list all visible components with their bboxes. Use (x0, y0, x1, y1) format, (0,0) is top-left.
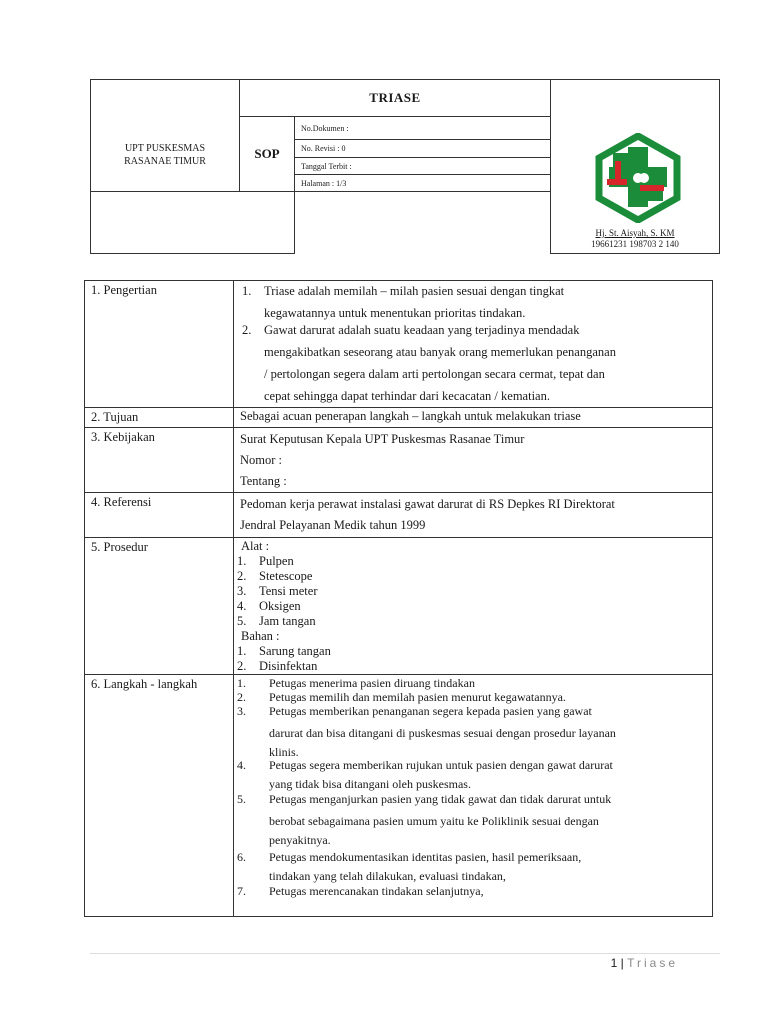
kebijakan-content (234, 428, 713, 493)
referensi-content (234, 493, 713, 538)
referensi-line1: Pedoman kerja perawat instalasi gawat darurat di RS Depkes RI Direktorat (240, 497, 615, 511)
langkah-step-2: Petugas memilih dan memilah pasien menurut kegawatannya. (269, 690, 566, 704)
langkah-content: 1. Petugas menerima pasien diruang tindakan 2. Petugas memilih dan memilah pasien menurut kegawatannya. 3. Petugas memberikan penanganan segera kepada pasien yang gawat darurat dan bisa ditangani di puskesmas sesuai dengan prosedur layanan klinis. 4. Petugas segera memberikan rujukan untuk pasien dengan gawat darurat yang tidak bisa ditangani oleh puskesmas. 5. Petugas menganjurkan pasien yang tidak gawat dan tidak darurat untuk berobat sebagaimana pasien umum yaitu ke Poliklinik sesuai dengan penyakitnya. 6. Petugas mendokumentasikan identitas pasien, hasil pemeriksaan, tindakan yang telah dilakukan, evaluasi tindakan, 7. Petugas merencanakan tindakan selanjutnya, (234, 675, 713, 917)
meta-no-dokumen: No.Dokumen : (295, 117, 551, 140)
pengertian-item-1-line2: kegawatannya untuk menentukan prioritas tindakan. (264, 306, 526, 320)
alat-heading: Alat : (241, 539, 270, 553)
meta-no-revisi: No. Revisi : 0 (295, 140, 551, 158)
table-row (85, 408, 713, 428)
sop-label: SOP (240, 117, 295, 192)
table-row (85, 538, 713, 675)
page-number: 1 | (610, 956, 628, 970)
footer-divider (90, 953, 720, 954)
table-row (85, 428, 713, 493)
document-title: TRIASE (240, 80, 551, 117)
bahan-heading: Bahan : (241, 629, 280, 643)
row-label-tujuan: 2. Tujuan (85, 408, 234, 428)
list-item: 4. Oksigen (237, 599, 301, 613)
pengertian-item-1-line1: Triase adalah memilah – milah pasien sesuai dengan tingkat (264, 284, 565, 298)
kebijakan-nomor: Nomor : (240, 453, 283, 467)
sop-content-table (84, 280, 713, 917)
header-table (90, 79, 720, 254)
list-item: 2. Stetescope (237, 569, 313, 583)
row-label-langkah: 6. Langkah - langkah (85, 675, 234, 917)
page-footer (611, 956, 678, 970)
kebijakan-tentang: Tentang : (240, 474, 287, 488)
pengertian-item-2-line3: / pertolongan segera dalam arti pertolongan secara cermat, tepat dan (264, 367, 605, 381)
logo-cell (551, 80, 720, 254)
signer-nip: 19661231 198703 2 140 (591, 239, 679, 249)
unit-cell (91, 80, 240, 192)
row-label-referensi: 4. Referensi (85, 493, 234, 538)
pengertian-item-2-line4: cepat sehingga dapat terhindar dari kecacatan / kematian. (264, 389, 550, 403)
signer-name: Hj. St. Aisyah, S. KM (595, 228, 675, 238)
pengertian-item-2-line2: mengakibatkan seseorang atau banyak orang memerlukan penanganan (264, 345, 616, 359)
list-item: 2. Disinfektan (237, 659, 318, 673)
row-label-kebijakan: 3. Kebijakan (85, 428, 234, 493)
meta-halaman: Halaman : 1/3 (295, 175, 551, 192)
list-item: 3. Tensi meter (237, 584, 318, 598)
meta-tanggal-terbit: Tanggal Terbit : (295, 158, 551, 175)
table-row (85, 281, 713, 408)
row-label-pengertian: 1. Pengertian (85, 281, 234, 408)
puskesmas-logo-icon (595, 133, 681, 223)
tujuan-text: Sebagai acuan penerapan langkah – langkah untuk melakukan triase (234, 408, 713, 428)
prosedur-content (234, 538, 713, 675)
row-label-prosedur: 5. Prosedur (85, 538, 234, 675)
empty-header-cell (91, 192, 295, 254)
table-row (85, 493, 713, 538)
unit-name-line1: UPT PUSKESMAS (124, 143, 206, 154)
list-item: 1. Sarung tangan (237, 644, 331, 658)
referensi-line2: Jendral Pelayanan Medik tahun 1999 (240, 518, 426, 532)
list-item: 1. Pulpen (237, 554, 294, 568)
unit-name-line2: RASANAE TIMUR (124, 156, 206, 167)
list-item: 5. Jam tangan (237, 614, 316, 628)
langkah-step-1: Petugas menerima pasien diruang tindakan (269, 676, 475, 690)
kebijakan-line1: Surat Keputusan Kepala UPT Puskesmas Rasanae Timur (240, 432, 525, 446)
table-row (85, 675, 713, 917)
pengertian-content: 1. Triase adalah memilah – milah pasien sesuai dengan tingkat kegawatannya untuk menentukan prioritas tindakan. 2. Gawat darurat adalah suatu keadaan yang terjadinya mendadak mengakibatkan seseorang atau banyak orang memerlukan penanganan / pertolongan segera dalam arti pertolongan secara cermat, tepat dan cepat sehingga dapat terhindar dari kecacatan / kematian. (234, 281, 713, 408)
langkah-step-7: Petugas merencanakan tindakan selanjutnya, (269, 884, 484, 898)
footer-title: Triase (627, 956, 678, 970)
pengertian-item-2-line1: Gawat darurat adalah suatu keadaan yang terjadinya mendadak (264, 323, 580, 337)
